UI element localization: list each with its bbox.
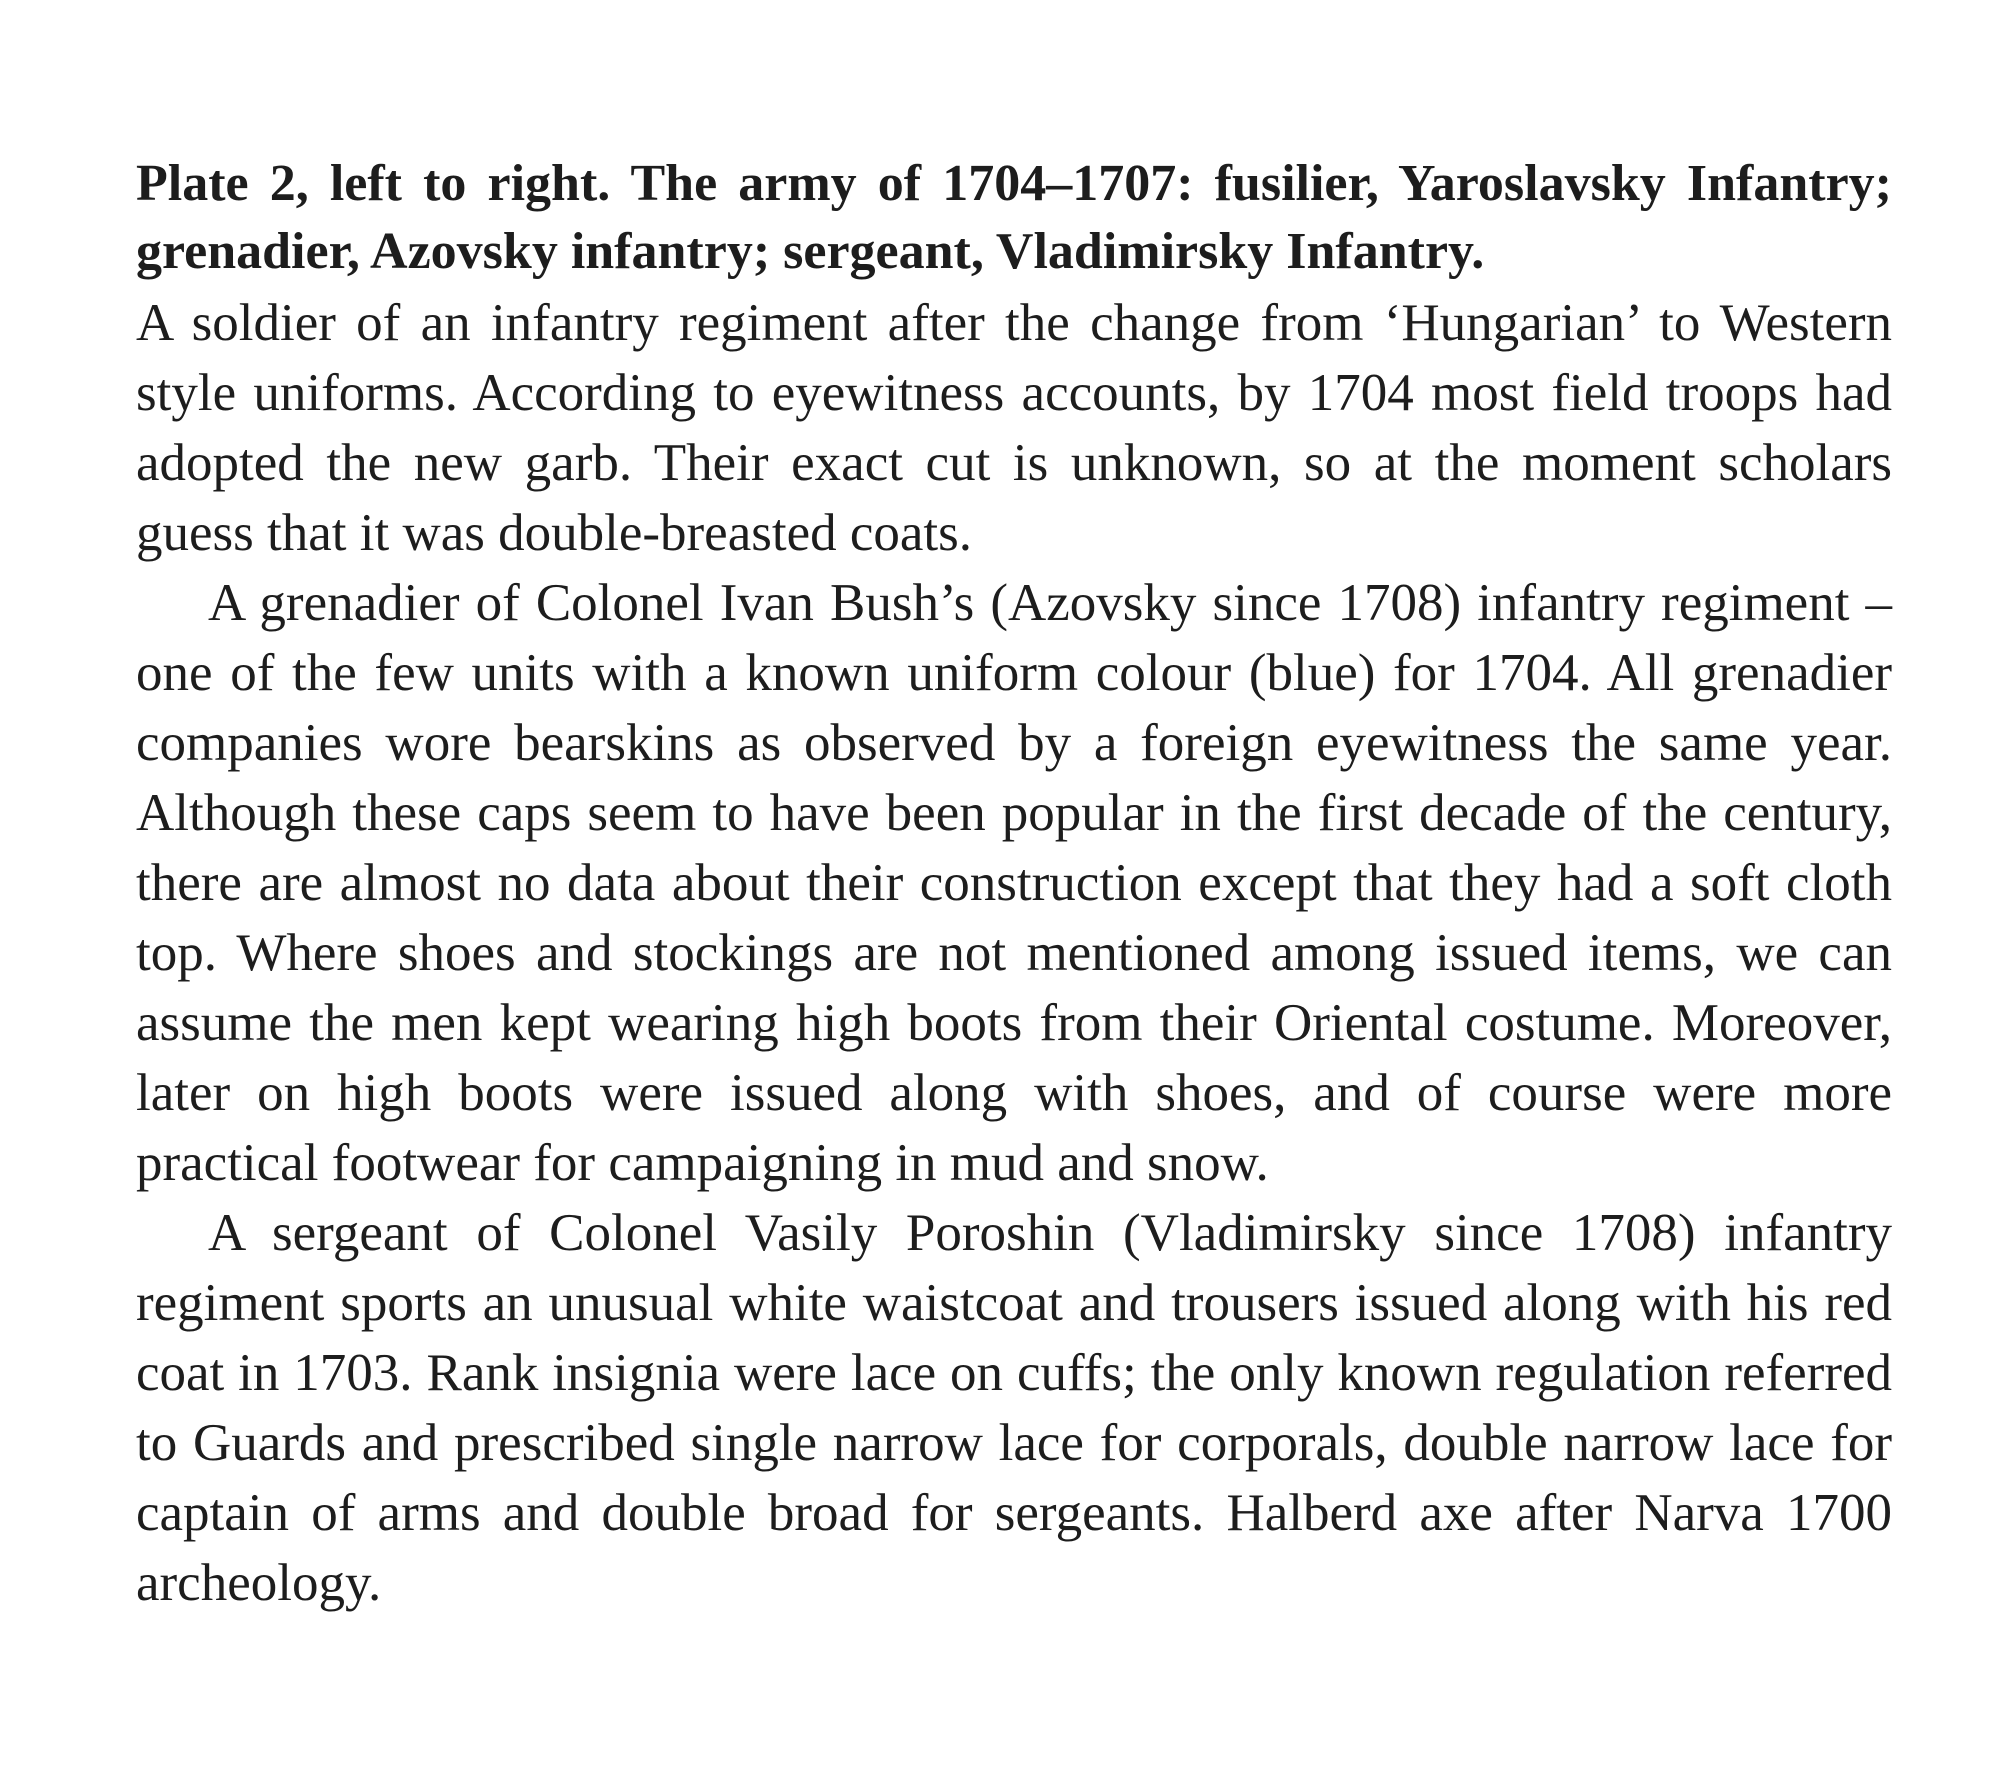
caption-title: Plate 2, left to right. The army of 1704–1707: fusilier, Yaroslavsky Infantry; grenadier, Azovsky infantry; sergeant, Vladimirsky Infantry. xyxy=(136,155,1892,280)
paragraph-sergeant: A sergeant of Colonel Vasily Poroshin (Vladimirsky since 1708) infantry regiment sports an unusual white waistcoat and trousers issued along with his red coat in 1703. Rank insignia were lace on cuffs; the only known regulation referred to Guards and prescribed single narrow lace for corporals, double narrow lace for captain of arms and double broad for sergeants. Halberd axe after Narva 1700 archeology. xyxy=(136,1204,1892,1612)
plate-caption xyxy=(136,150,1892,1618)
paragraph-fusilier: A soldier of an infantry regiment after the change from ‘Hungarian’ to Western style uniforms. According to eyewitness accounts, by 1704 most field troops had adopted the new garb. Their exact cut is unknown, so at the moment scholars guess that it was double-breasted coats. xyxy=(136,294,1892,562)
paragraph-grenadier: A grenadier of Colonel Ivan Bush’s (Azovsky since 1708) infantry regiment – one of the few units with a known uniform colour (blue) for 1704. All grenadier companies wore bearskins as observed by a foreign eyewitness the same year. Although these caps seem to have been popular in the first decade of the century, there are almost no data about their construction except that they had a soft cloth top. Where shoes and stockings are not mentioned among issued items, we can assume the men kept wearing high boots from their Oriental costume. Moreover, later on high boots were issued along with shoes, and of course were more practical footwear for campaigning in mud and snow. xyxy=(136,574,1892,1192)
